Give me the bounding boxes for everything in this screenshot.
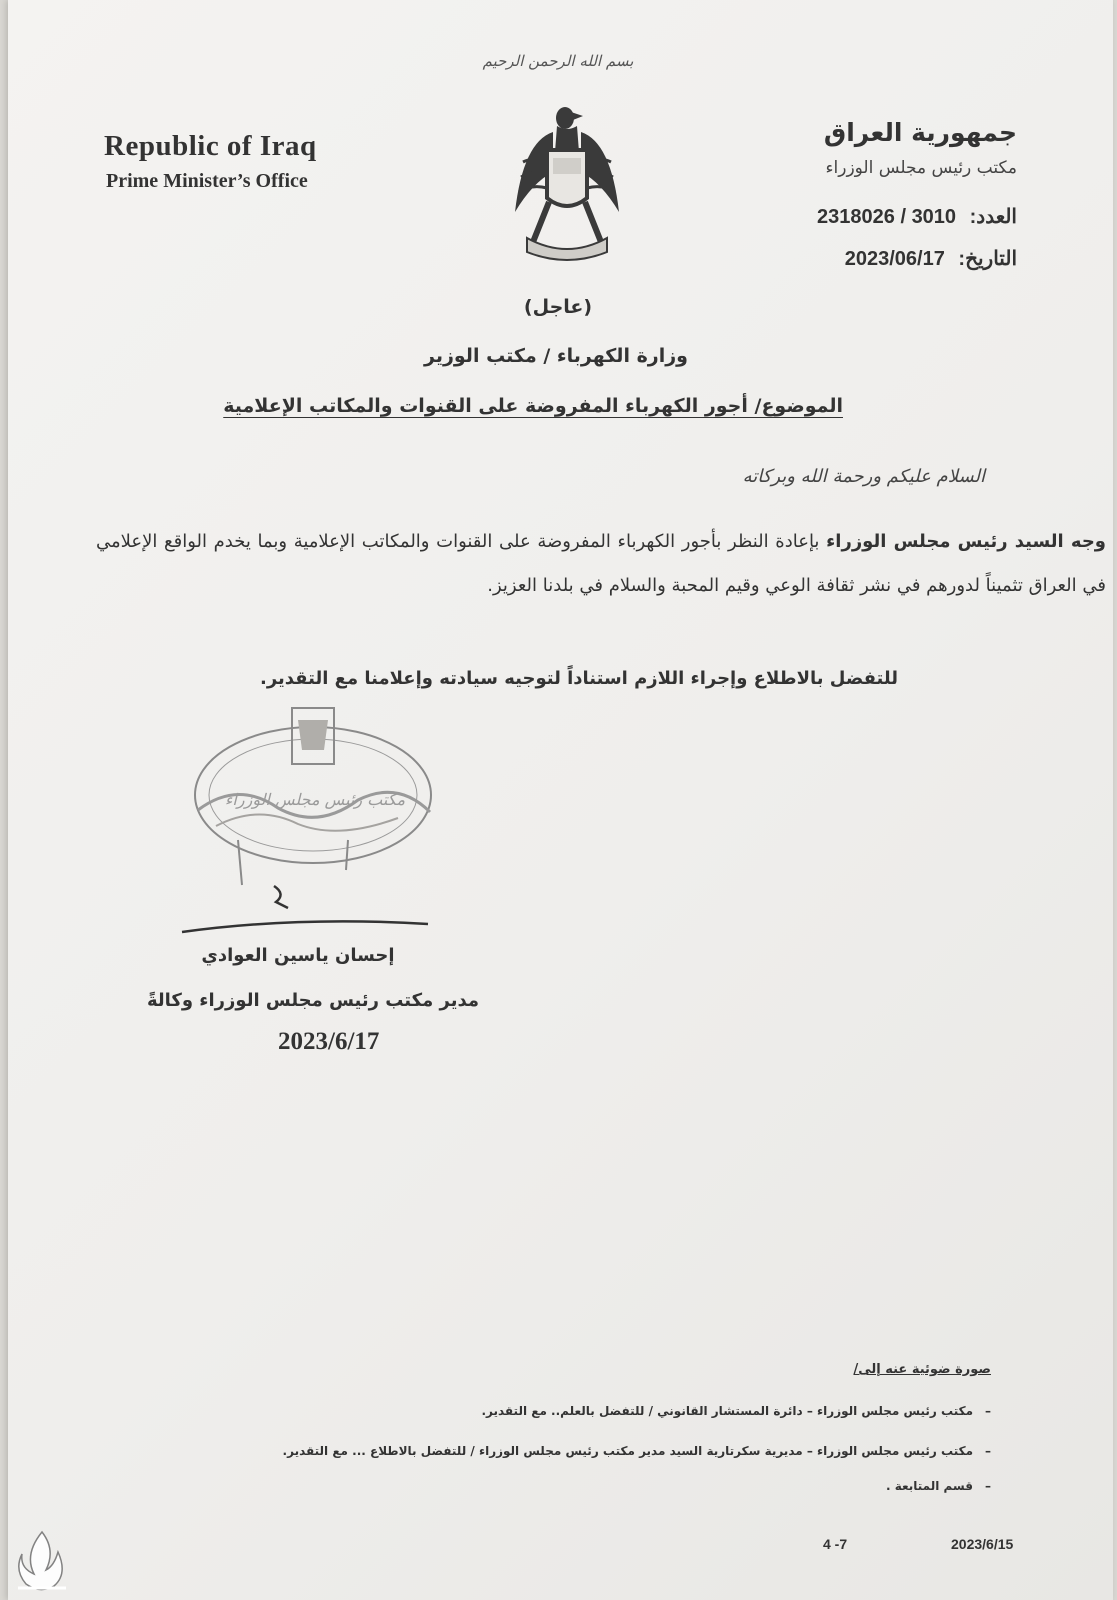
- copy-recipient: –مكتب رئيس مجلس الوزراء – مديرية سكرتارية السيد مدير مكتب رئيس مجلس الوزراء / للتفضل بالاطلاع ... مع التقدير.: [282, 1444, 991, 1458]
- handwritten-signature-icon: [178, 880, 448, 940]
- reference-number-value: 2318026 / 3010: [817, 206, 957, 228]
- arabic-country-title: جمهورية العراق: [823, 118, 1017, 147]
- copies-heading: صورة ضوئية عنه إلى/: [853, 1362, 991, 1377]
- document-date: [845, 246, 1017, 271]
- body-paragraph-text: بإعادة النظر بأجور الكهرباء المفروضة على القنوات والمكاتب الإعلامية وبما يخدم الواقع الإعلامي في العراق تثميناً لدورهم في نشر ثقافة الوعي وقيم المحبة والسلام في بلدنا العزيز.: [96, 531, 1106, 596]
- arabic-office-title: مكتب رئيس مجلس الوزراء: [825, 158, 1017, 178]
- document-page: [8, 0, 1113, 1600]
- body-paragraph: [96, 520, 1106, 608]
- signature-date: 2023/6/17: [278, 1028, 380, 1055]
- watermark-logo-icon: [12, 1530, 72, 1592]
- addressee: وزارة الكهرباء / مكتب الوزير: [424, 345, 688, 367]
- stamp-text: مكتب رئيس مجلس الوزراء: [224, 790, 406, 809]
- footer-code: 4 -7: [823, 1536, 848, 1552]
- basmala: بسم الله الرحمن الرحيم: [482, 52, 634, 70]
- english-country-title: Republic of Iraq: [104, 130, 317, 162]
- reference-number-label: العدد:: [969, 206, 1017, 228]
- urgency-marker: (عاجل): [523, 296, 593, 318]
- english-office-title: Prime Minister’s Office: [106, 170, 308, 192]
- document-date-value: 2023/06/17: [844, 248, 945, 270]
- copy-recipient: –قسم المتابعة .: [885, 1479, 991, 1493]
- signatory-name: إحسان ياسين العوادي: [201, 945, 395, 966]
- iraq-emblem-icon: [513, 102, 621, 262]
- body-paragraph-lead: وجه السيد رئيس مجلس الوزراء: [826, 531, 1106, 552]
- copy-recipient: –مكتب رئيس مجلس الوزراء – دائرة المستشار القانوني / للتفضل بالعلم.. مع التقدير.: [481, 1404, 991, 1418]
- document-date-label: التاريخ:: [958, 248, 1017, 270]
- closing-line: للتفضل بالاطلاع وإجراء اللازم استناداً لتوجيه سيادته وإعلامنا مع التقدير.: [259, 668, 898, 689]
- signatory-title: مدير مكتب رئيس مجلس الوزراء وكالةً: [146, 990, 480, 1011]
- footer-date: 2023/6/15: [951, 1536, 1014, 1552]
- subject-line: الموضوع/ أجور الكهرباء المفروضة على القنوات والمكاتب الإعلامية: [223, 395, 843, 417]
- reference-number: [817, 204, 1017, 229]
- greeting: السلام عليكم ورحمة الله وبركاته: [742, 466, 985, 487]
